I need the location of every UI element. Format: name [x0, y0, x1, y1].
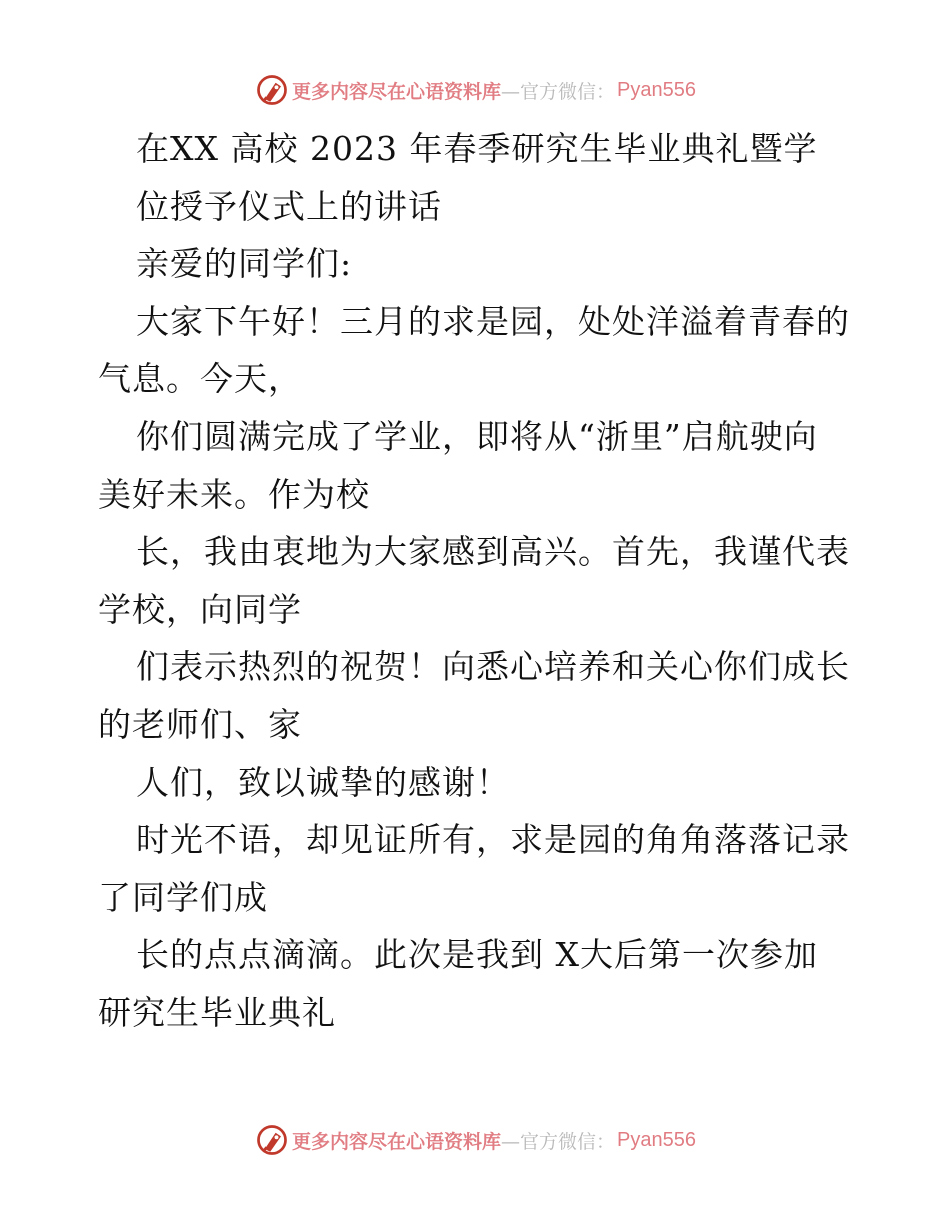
document-body [98, 120, 858, 1042]
banner-site-text: 更多内容尽在心语资料库 [292, 1130, 502, 1153]
header-banner [0, 70, 950, 110]
doc-line: 的老师们、家 [98, 704, 302, 744]
doc-title-line-1: 在XX 高校 2023 年春季研究生毕业典礼暨学 [136, 129, 818, 168]
footer-banner [0, 1120, 950, 1160]
doc-line: 长的点点滴滴。此次是我到 X大后第一次参加 [136, 935, 818, 975]
doc-line: 时光不语，却见证所有，求是园的角角落落记录 [136, 820, 850, 860]
banner-site-text: 更多内容尽在心语资料库 [292, 80, 502, 103]
doc-line: 美好未来。作为校 [98, 474, 370, 514]
doc-line: 长，我由衷地为大家感到高兴。首先，我谨代表 [136, 532, 850, 572]
pen-nib-logo-icon [254, 1122, 290, 1158]
doc-line: 大家下午好！三月的求是园，处处洋溢着青春的 [136, 301, 850, 341]
doc-line: 们表示热烈的祝贺！向悉心培养和关心你们成长 [136, 647, 850, 687]
banner-wechat-id: Pyan556 [617, 78, 696, 101]
doc-line: 研究生毕业典礼 [98, 992, 336, 1032]
doc-line: 了同学们成 [98, 877, 268, 917]
doc-salutation: 亲爱的同学们: [136, 244, 353, 284]
doc-line: 你们圆满完成了学业，即将从“浙里”启航驶向 [136, 416, 818, 456]
doc-line: 气息。今天， [98, 359, 302, 399]
doc-line: 学校，向同学 [98, 589, 302, 629]
banner-wechat-label: —官方微信： [501, 80, 616, 103]
doc-title-line-2: 位授予仪式上的讲话 [136, 186, 442, 226]
doc-line: 人们，致以诚挚的感谢！ [136, 762, 510, 802]
banner-wechat-label: —官方微信： [501, 1130, 616, 1153]
pen-nib-logo-icon [254, 72, 290, 108]
banner-wechat-id: Pyan556 [617, 1128, 696, 1151]
doc-paragraphs [98, 293, 858, 1042]
